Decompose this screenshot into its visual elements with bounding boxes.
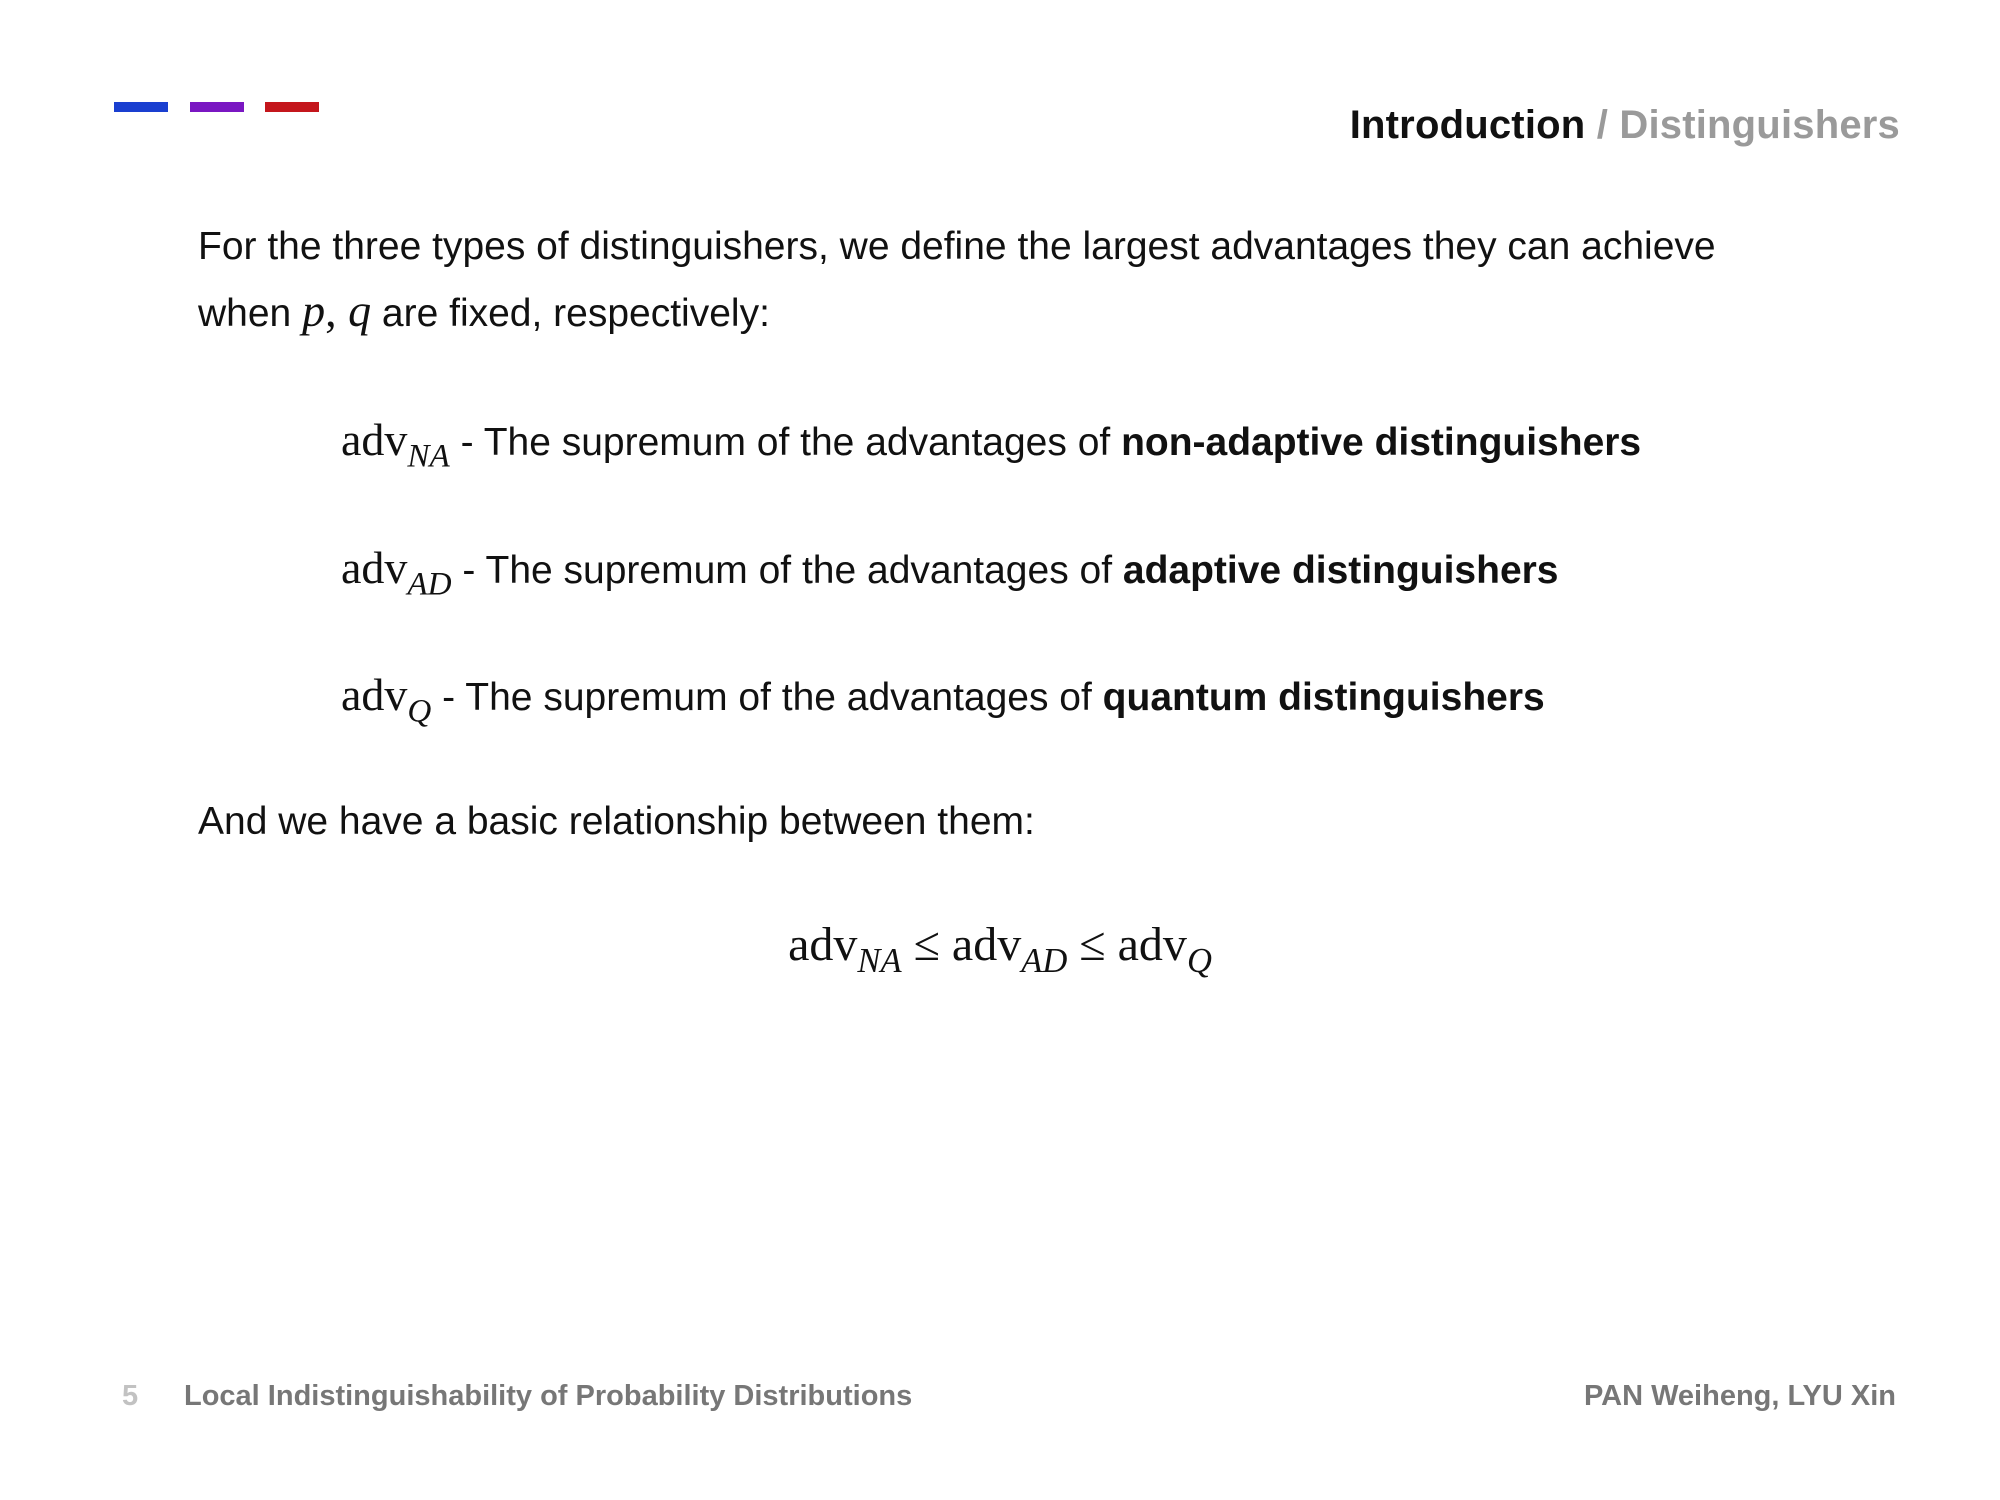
definition-text: - The supremum of the advantages of — [431, 676, 1103, 719]
accent-bar-red — [265, 102, 319, 112]
comma: , — [325, 285, 349, 336]
footer-title: Local Indistinguishability of Probability Distributions — [184, 1380, 913, 1412]
breadcrumb-subsection: Distinguishers — [1619, 103, 1900, 147]
definition-term: adaptive distinguishers — [1122, 549, 1559, 592]
definition-text: - The supremum of the advantages of — [449, 421, 1122, 464]
accent-bar-blue — [114, 102, 168, 112]
definition-term: quantum distinguishers — [1102, 676, 1545, 719]
intro-text-end: are fixed, respectively: — [371, 292, 770, 335]
inequality-formula: adv$_{NA}$ ≤ adv$_{AD}$ ≤ adv$_Q$ — [788, 918, 1212, 981]
symbol-adv-na: adv$_{NA}$ — [341, 414, 450, 475]
definition-term: non-adaptive distinguishers — [1121, 421, 1642, 464]
breadcrumb — [1350, 103, 1900, 148]
symbol-adv-ad: adv$_{AD}$ — [341, 542, 452, 603]
footer-authors: PAN Weiheng, LYU Xin — [1583, 1380, 1896, 1412]
variable-p: p — [302, 285, 326, 336]
intro-paragraph — [198, 215, 1798, 346]
definition-non-adaptive — [341, 408, 1641, 475]
intro-text-start: For the three types of distinguishers, we define the largest advantages they can achieve when — [198, 225, 1716, 335]
breadcrumb-separator: / — [1585, 103, 1620, 147]
definition-quantum — [341, 663, 1545, 730]
definition-text: - The supremum of the advantages of — [451, 549, 1123, 592]
page-number: 5 — [122, 1380, 139, 1412]
variable-q: q — [348, 285, 372, 336]
relation-intro: And we have a basic relationship between them: — [198, 800, 1035, 843]
breadcrumb-section: Introduction — [1349, 103, 1586, 147]
symbol-adv-q: adv$_Q$ — [341, 669, 432, 730]
accent-bar-purple — [190, 102, 244, 112]
definition-adaptive — [341, 536, 1559, 603]
